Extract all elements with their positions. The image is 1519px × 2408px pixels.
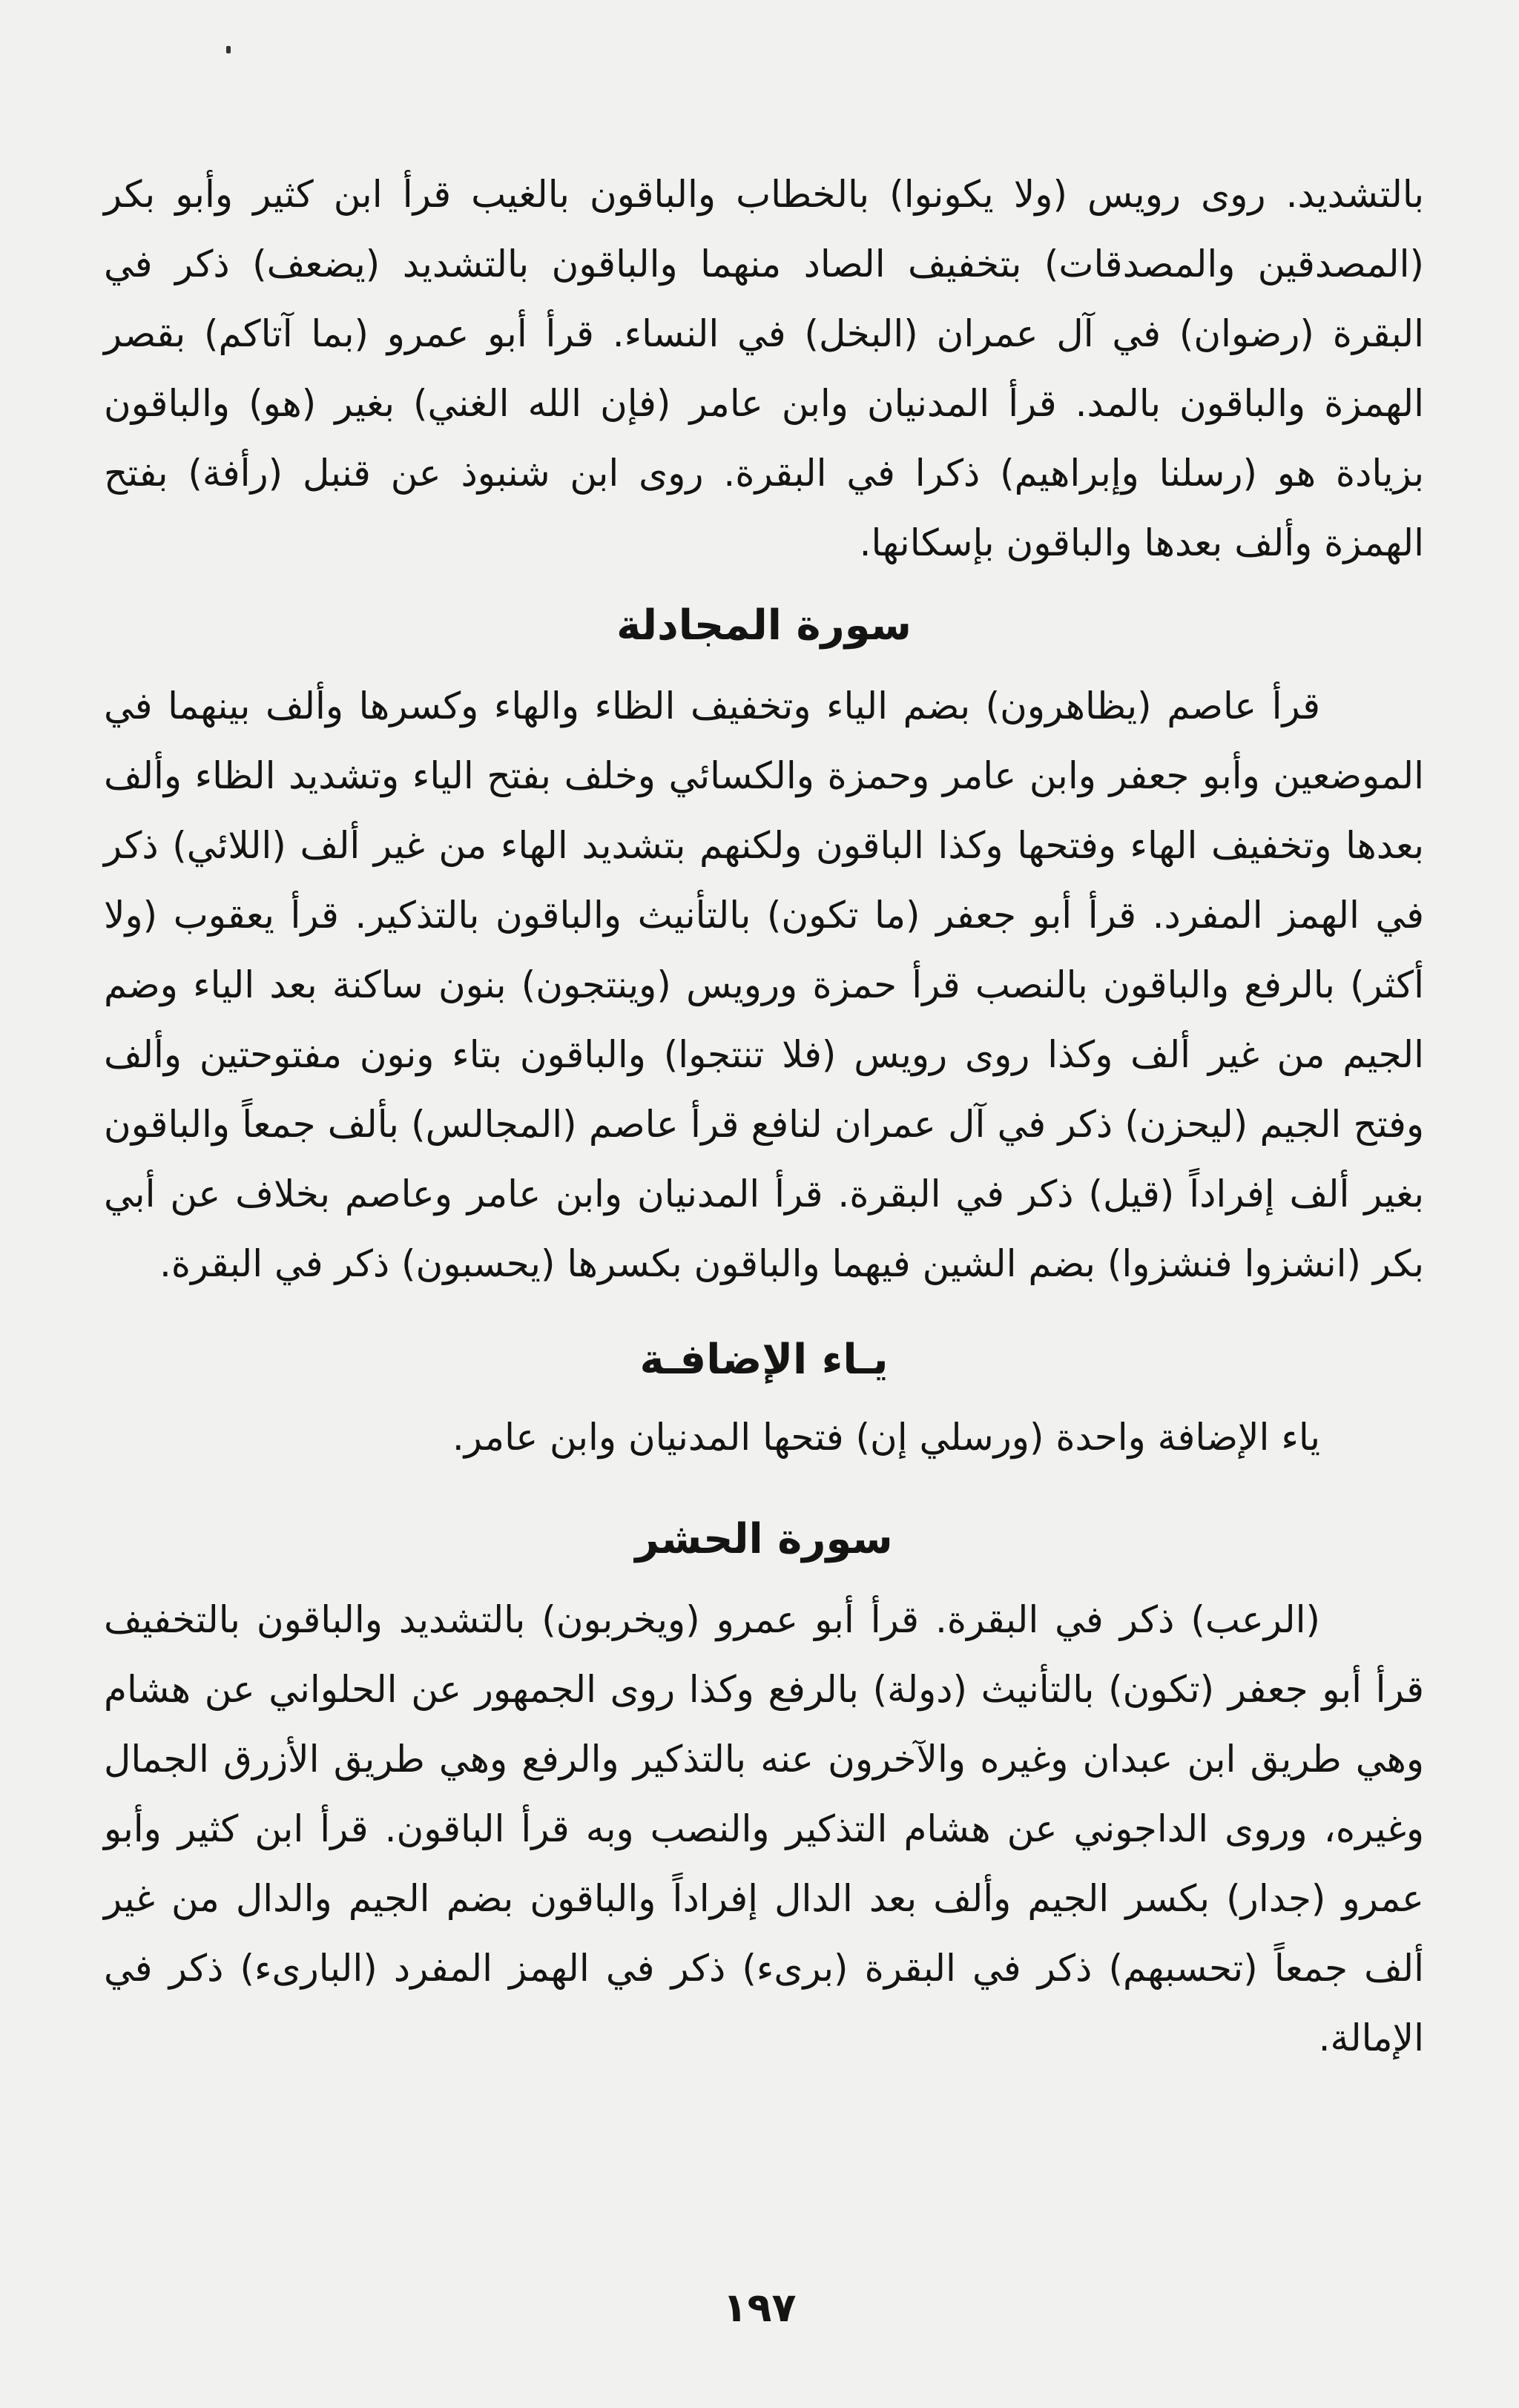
section-title-mujadila: سورة المجادلة [616, 601, 912, 650]
page-body [104, 159, 1424, 2073]
page-number: ١٩٧ [722, 2284, 797, 2331]
section-text-hashr: (الرعب) ذكر في البقرة. قرأ أبو عمرو (ويخربون) بالتشديد والباقون بالتخفيف قرأ أبو جعفر (تكون) بالتأنيث (دولة) بالرفع وكذا روى الجمهور عن الحلواني عن هشام وهي طريق ابن عبدان وغيره والآخرون عنه بالتذكير والرفع وهي طريق الأزرق الجمال وغيره، وروى الداجوني عن هشام التذكير والنصب وبه قرأ الباقون. قرأ ابن كثير وأبو عمرو (جدار) بكسر الجيم وألف بعد الدال إفراداً والباقون بضم الجيم والدال من غير ألف جمعاً (تحسبهم) ذكر في البقرة (برىء) ذكر في الهمز المفرد (البارىء) ذكر في الإمالة. [104, 1598, 1424, 2059]
section-text-mujadila: قرأ عاصم (يظاهرون) بضم الياء وتخفيف الظاء والهاء وكسرها وألف بينهما في الموضعين وأبو جعفر وابن عامر وحمزة والكسائي وخلف بفتح الياء وتشديد الظاء وألف بعدها وتخفيف الهاء وفتحها وكذا الباقون ولكنهم بتشديد الهاء من غير ألف (اللائي) ذكر في الهمز المفرد. قرأ أبو جعفر (ما تكون) بالتأنيث والباقون بالتذكير. قرأ يعقوب (ولا أكثر) بالرفع والباقون بالنصب قرأ حمزة ورويس (وينتجون) بنون ساكنة بعد الياء وضم الجيم من غير ألف وكذا روى رويس (فلا تنتجوا) والباقون بتاء ونون مفتوحتين وألف وفتح الجيم (ليحزن) ذكر في آل عمران لنافع قرأ عاصم (المجالس) بألف جمعاً والباقون بغير ألف إفراداً (قيل) ذكر في البقرة. قرأ المدنيان وابن عامر وعاصم بخلاف عن أبي بكر (انشزوا فنشزوا) بضم الشين فيهما والباقون بكسرها (يحسبون) ذكر في البقرة. [104, 685, 1424, 1285]
intro-paragraph: بالتشديد. روى رويس (ولا يكونوا) بالخطاب والباقون بالغيب قرأ ابن كثير وأبو بكر (المصدقين والمصدقات) بتخفيف الصاد منهما والباقون بالتشديد (يضعف) ذكر في البقرة (رضوان) في آل عمران (البخل) في النساء. قرأ أبو عمرو (بما آتاكم) بقصر الهمزة والباقون بالمد. قرأ المدنيان وابن عامر (فإن الله الغني) بغير (هو) والباقون بزيادة هو (رسلنا وإبراهيم) ذكرا في البقرة. روى ابن شنبوذ عن قنبل (رأفة) بفتح الهمزة وألف بعدها والباقون بإسكانها. [104, 173, 1424, 564]
scan-speck [226, 46, 231, 53]
section-text-ya-idafa: ياء الإضافة واحدة (ورسلي إن) فتحها المدنيان وابن عامر. [452, 1416, 1320, 1459]
section-title-hashr: سورة الحشر [635, 1515, 893, 1563]
section-title-ya-idafa: يـاء الإضافـة [639, 1336, 889, 1384]
